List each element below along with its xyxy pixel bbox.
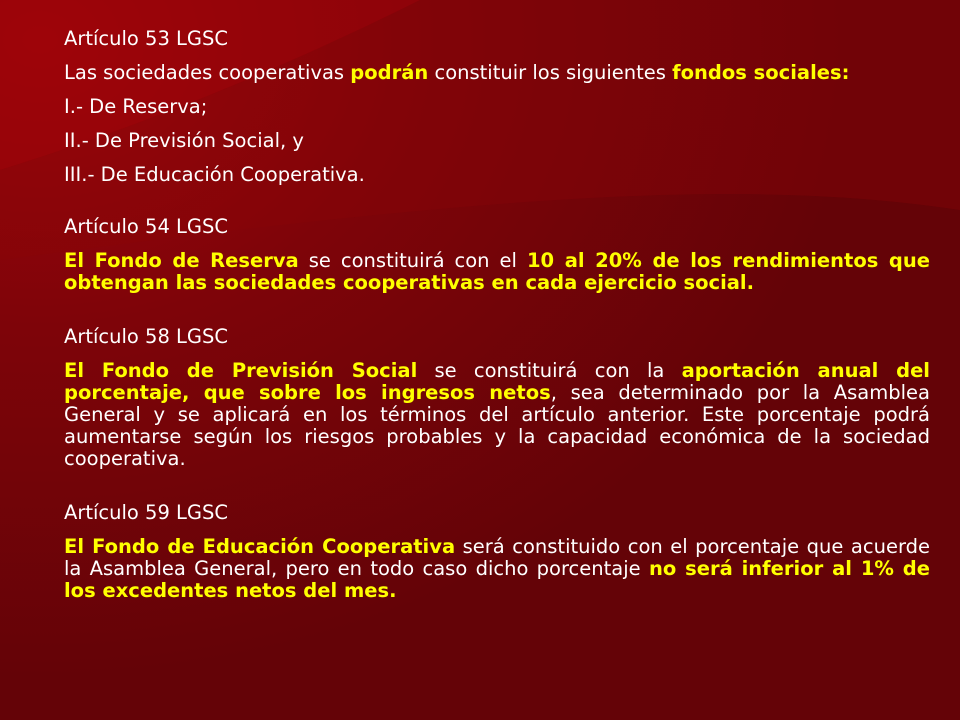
article-53-heading: Artículo 53 LGSC bbox=[64, 27, 229, 50]
fund-list-item: I.- De Reserva; bbox=[64, 95, 208, 118]
article-53-text: Las sociedades cooperativas podrán constituir los siguientes fondos sociales: bbox=[64, 61, 850, 84]
fund-list-item: III.- De Educación Cooperativa. bbox=[64, 163, 365, 186]
highlight-text: 10 al 20% de los rendimientos que obtengan las sociedades cooperativas en cada ejercicio social. bbox=[64, 249, 930, 294]
highlight-text: El Fondo de Previsión Social bbox=[64, 359, 418, 382]
article-59-heading: Artículo 59 LGSC bbox=[64, 501, 229, 524]
highlight-text: aportación anual del porcentaje, que sobre los ingresos netos bbox=[64, 359, 930, 404]
article-59-text: El Fondo de Educación Cooperativa será constituido con el porcentaje que acuerde la Asamblea General, pero en todo caso dicho porcentaje no será inferior al 1% de los excedentes netos del mes. bbox=[64, 535, 930, 602]
highlight-text: no será inferior al 1% de los excedentes netos del mes. bbox=[64, 557, 930, 602]
article-58-heading: Artículo 58 LGSC bbox=[64, 325, 229, 348]
article-54-heading: Artículo 54 LGSC bbox=[64, 215, 229, 238]
fund-list-item: II.- De Previsión Social, y bbox=[64, 129, 304, 152]
highlight-text: fondos sociales: bbox=[672, 61, 850, 84]
highlight-text: El Fondo de Reserva bbox=[64, 249, 299, 272]
slide-text-body bbox=[64, 26, 930, 602]
highlight-text: El Fondo de Educación Cooperativa bbox=[64, 535, 456, 558]
article-58-text: El Fondo de Previsión Social se constituirá con la aportación anual del porcentaje, que sobre los ingresos netos, sea determinado por la Asamblea General y se aplicará en los términos del artículo anterior. Este porcentaje podrá aumentarse según los riesgos probables y la capacidad económica de la sociedad cooperativa. bbox=[64, 359, 930, 470]
highlight-text: podrán bbox=[350, 61, 429, 84]
article-54-text: El Fondo de Reserva se constituirá con el 10 al 20% de los rendimientos que obtengan las sociedades cooperativas en cada ejercicio social. bbox=[64, 249, 930, 294]
